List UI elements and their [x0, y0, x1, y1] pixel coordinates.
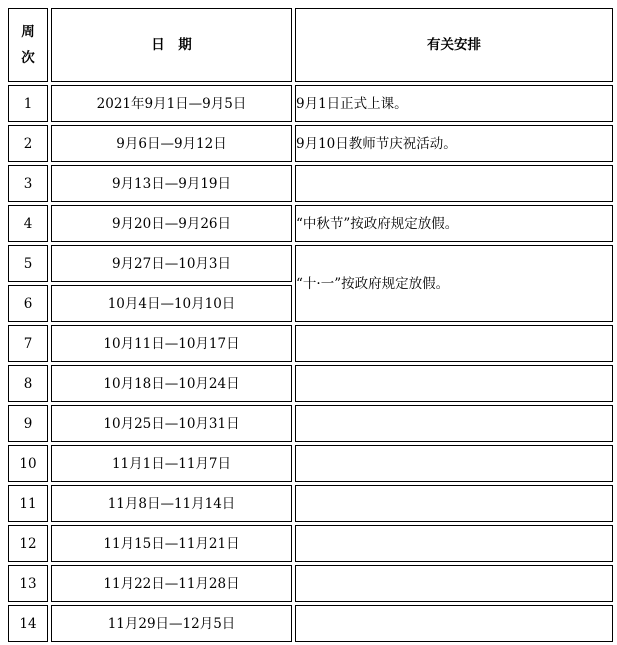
- schedule-table: [5, 5, 616, 645]
- table-row: [8, 405, 613, 442]
- table-row: [8, 485, 613, 522]
- week-number: 13: [8, 565, 48, 602]
- week-number: 5: [8, 245, 48, 282]
- week-number: 10: [8, 445, 48, 482]
- table-row: [8, 85, 613, 122]
- header-week-char-1: 周: [21, 24, 35, 40]
- header-arrangement: 有关安排: [295, 8, 613, 82]
- date-range: 10月25日—10月31日: [51, 405, 292, 442]
- table-row: [8, 525, 613, 562]
- date-range: 10月4日—10月10日: [51, 285, 292, 322]
- table-row: [8, 605, 613, 642]
- week-number: 7: [8, 325, 48, 362]
- week-number: 6: [8, 285, 48, 322]
- date-range: 11月15日—11月21日: [51, 525, 292, 562]
- date-range: 10月18日—10月24日: [51, 365, 292, 402]
- date-range: 9月27日—10月3日: [51, 245, 292, 282]
- table-row: [8, 325, 613, 362]
- week-number: 2: [8, 125, 48, 162]
- week-number: 9: [8, 405, 48, 442]
- week-number: 1: [8, 85, 48, 122]
- table-row: [8, 245, 613, 282]
- table-row: [8, 365, 613, 402]
- week-number: 14: [8, 605, 48, 642]
- week-number: 12: [8, 525, 48, 562]
- arrangement-note: [295, 405, 613, 442]
- date-range: 9月13日—9月19日: [51, 165, 292, 202]
- table-row: [8, 165, 613, 202]
- table-row: [8, 565, 613, 602]
- header-week-char-2: 次: [21, 50, 35, 66]
- arrangement-note: [295, 165, 613, 202]
- date-range: 9月6日—9月12日: [51, 125, 292, 162]
- date-range: 11月29日—12月5日: [51, 605, 292, 642]
- arrangement-note: 9月10日教师节庆祝活动。: [295, 125, 613, 162]
- arrangement-note: [295, 365, 613, 402]
- arrangement-note: [295, 325, 613, 362]
- schedule-table-container: [5, 5, 616, 645]
- date-range: 10月11日—10月17日: [51, 325, 292, 362]
- header-week: [8, 8, 48, 82]
- table-row: [8, 445, 613, 482]
- date-range: 2021年9月1日—9月5日: [51, 85, 292, 122]
- arrangement-note: [295, 445, 613, 482]
- week-number: 4: [8, 205, 48, 242]
- date-range: 11月22日—11月28日: [51, 565, 292, 602]
- arrangement-note: 9月1日正式上课。: [295, 85, 613, 122]
- arrangement-note: [295, 485, 613, 522]
- table-header-row: [8, 8, 613, 82]
- week-number: 11: [8, 485, 48, 522]
- arrangement-note: [295, 605, 613, 642]
- arrangement-note: [295, 565, 613, 602]
- arrangement-note: “中秋节”按政府规定放假。: [295, 205, 613, 242]
- table-row: [8, 205, 613, 242]
- week-number: 3: [8, 165, 48, 202]
- date-range: 11月1日—11月7日: [51, 445, 292, 482]
- date-range: 11月8日—11月14日: [51, 485, 292, 522]
- week-number: 8: [8, 365, 48, 402]
- arrangement-note-merged: “十·一”按政府规定放假。: [295, 245, 613, 322]
- arrangement-note: [295, 525, 613, 562]
- table-row: [8, 125, 613, 162]
- header-date: 日 期: [51, 8, 292, 82]
- date-range: 9月20日—9月26日: [51, 205, 292, 242]
